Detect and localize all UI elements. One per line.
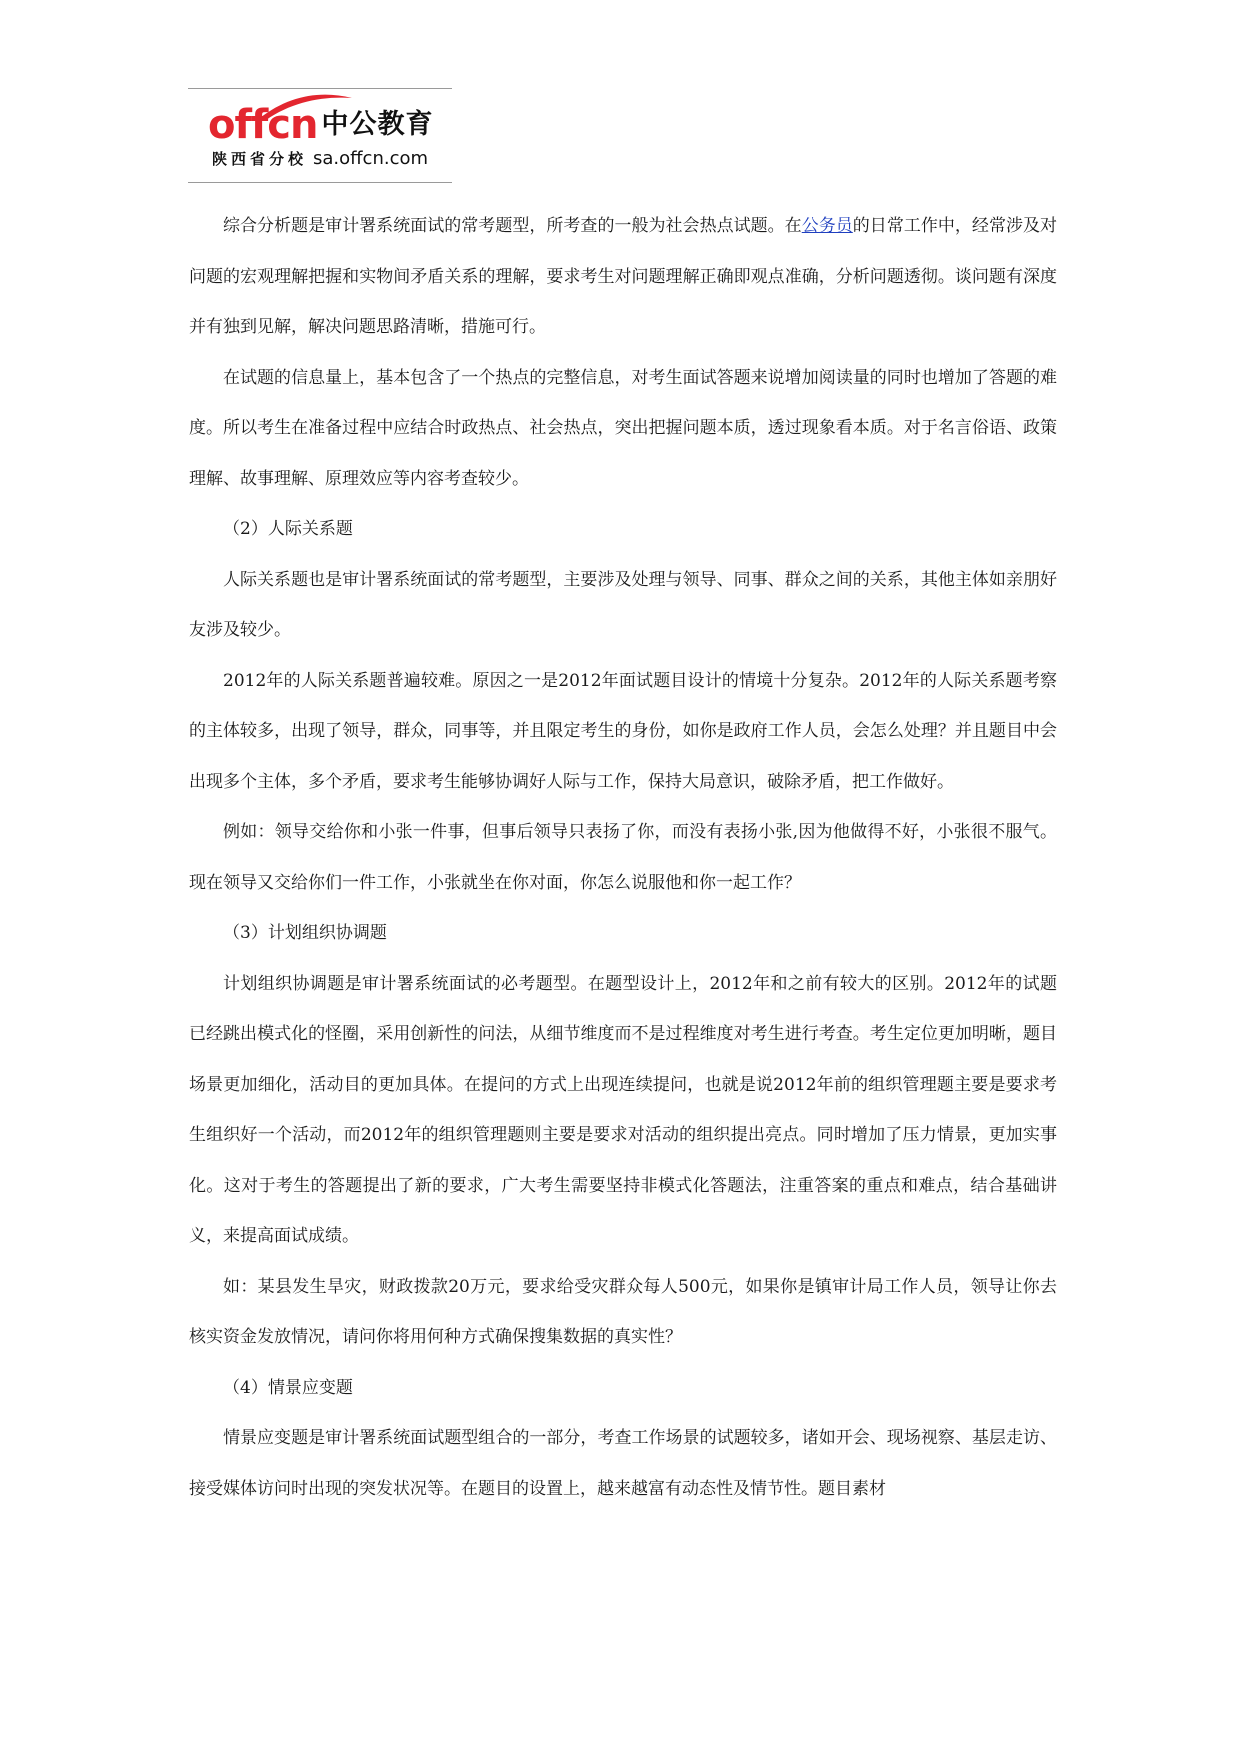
civil-servant-link[interactable]: 公务员: [801, 216, 853, 236]
header-bottom-rule: [188, 182, 452, 183]
logo-branch-name: 陕西省分校: [212, 150, 308, 168]
logo-subline: [212, 148, 428, 169]
paragraph-8: 情景应变题是审计署系统面试题型组合的一部分，考查工作场景的试题较多，诸如开会、现场视察、基层走访、接受媒体访问时出现的突发状况等。在题目的设置上，越来越富有动态性及情节性。题目素材: [189, 1428, 1057, 1499]
paragraph-5: 例如：领导交给你和小张一件事，但事后领导只表扬了你，而没有表扬小张,因为他做得不好，小张很不服气。现在领导又交给你们一件工作，小张就坐在你对面，你怎么说服他和你一起工作？: [189, 822, 1057, 893]
logo-swoosh-icon: [258, 92, 354, 122]
logo-brand-text: offcn: [208, 102, 318, 148]
paragraph-7: 如：某县发生旱灾，财政拨款20万元，要求给受灾群众每人500元，如果你是镇审计局工作人员，领导让你去核实资金发放情况，请问你将用何种方式确保搜集数据的真实性？: [189, 1276, 1057, 1347]
section-heading-interpersonal: （2）人际关系题: [223, 519, 353, 539]
paragraph-1-text-after: 的日常工作中，经常涉及对问题的宏观理解把握和实物间矛盾关系的理解，要求考生对问题理解正确即观点准确，分析问题透彻。谈问题有深度并有独到见解，解决问题思路清晰，措施可行。: [189, 216, 1058, 337]
paragraph-3: 人际关系题也是审计署系统面试的常考题型，主要涉及处理与领导、同事、群众之间的关系，其他主体如亲朋好友涉及较少。: [189, 569, 1057, 640]
page-header: [188, 88, 452, 184]
section-heading-scenario: （4）情景应变题: [223, 1377, 353, 1398]
paragraph-1-text-before: 综合分析题是审计署系统面试的常考题型，所考查的一般为社会热点试题。在: [223, 216, 802, 236]
logo-domain: sa.offcn.com: [313, 148, 429, 169]
header-top-rule: [188, 88, 452, 89]
paragraph-4: 2012年的人际关系题普遍较难。原因之一是2012年面试题目设计的情境十分复杂。2012年的人际关系题考察的主体较多，出现了领导，群众，同事等，并且限定考生的身份，如你是政府工作人员，会怎么处理？并且题目中会出现多个主体，多个矛盾，要求考生能够协调好人际与工作，保持大局意识，破除矛盾，把工作做好。: [189, 670, 1057, 792]
paragraph-1: [189, 201, 1057, 353]
paragraph-6: 计划组织协调题是审计署系统面试的必考题型。在题型设计上，2012年和之前有较大的区别。2012年的试题已经跳出模式化的怪圈，采用创新性的问法，从细节维度而不是过程维度对考生进行考查。考生定位更加明晰，题目场景更加细化，活动目的更加具体。在提问的方式上出现连续提问，也就是说2012年前的组织管理题主要是要求考生组织好一个活动，而2012年的组织管理题则主要是要求对活动的组织提出亮点。同时增加了压力情景，更加实事化。这对于考生的答题提出了新的要求，广大考生需要坚持非模式化答题法，注重答案的重点和难点，结合基础讲义，来提高面试成绩。: [189, 973, 1057, 1246]
paragraph-2: 在试题的信息量上，基本包含了一个热点的完整信息，对考生面试答题来说增加阅读量的同时也增加了答题的难度。所以考生在准备过程中应结合时政热点、社会热点，突出把握问题本质，透过现象看本质。对于名言俗语、政策理解、故事理解、原理效应等内容考查较少。: [189, 367, 1057, 489]
section-heading-planning: （3）计划组织协调题: [223, 923, 387, 943]
article-body: [189, 201, 1057, 1514]
logo-brand-chinese: 中公教育: [321, 109, 434, 140]
